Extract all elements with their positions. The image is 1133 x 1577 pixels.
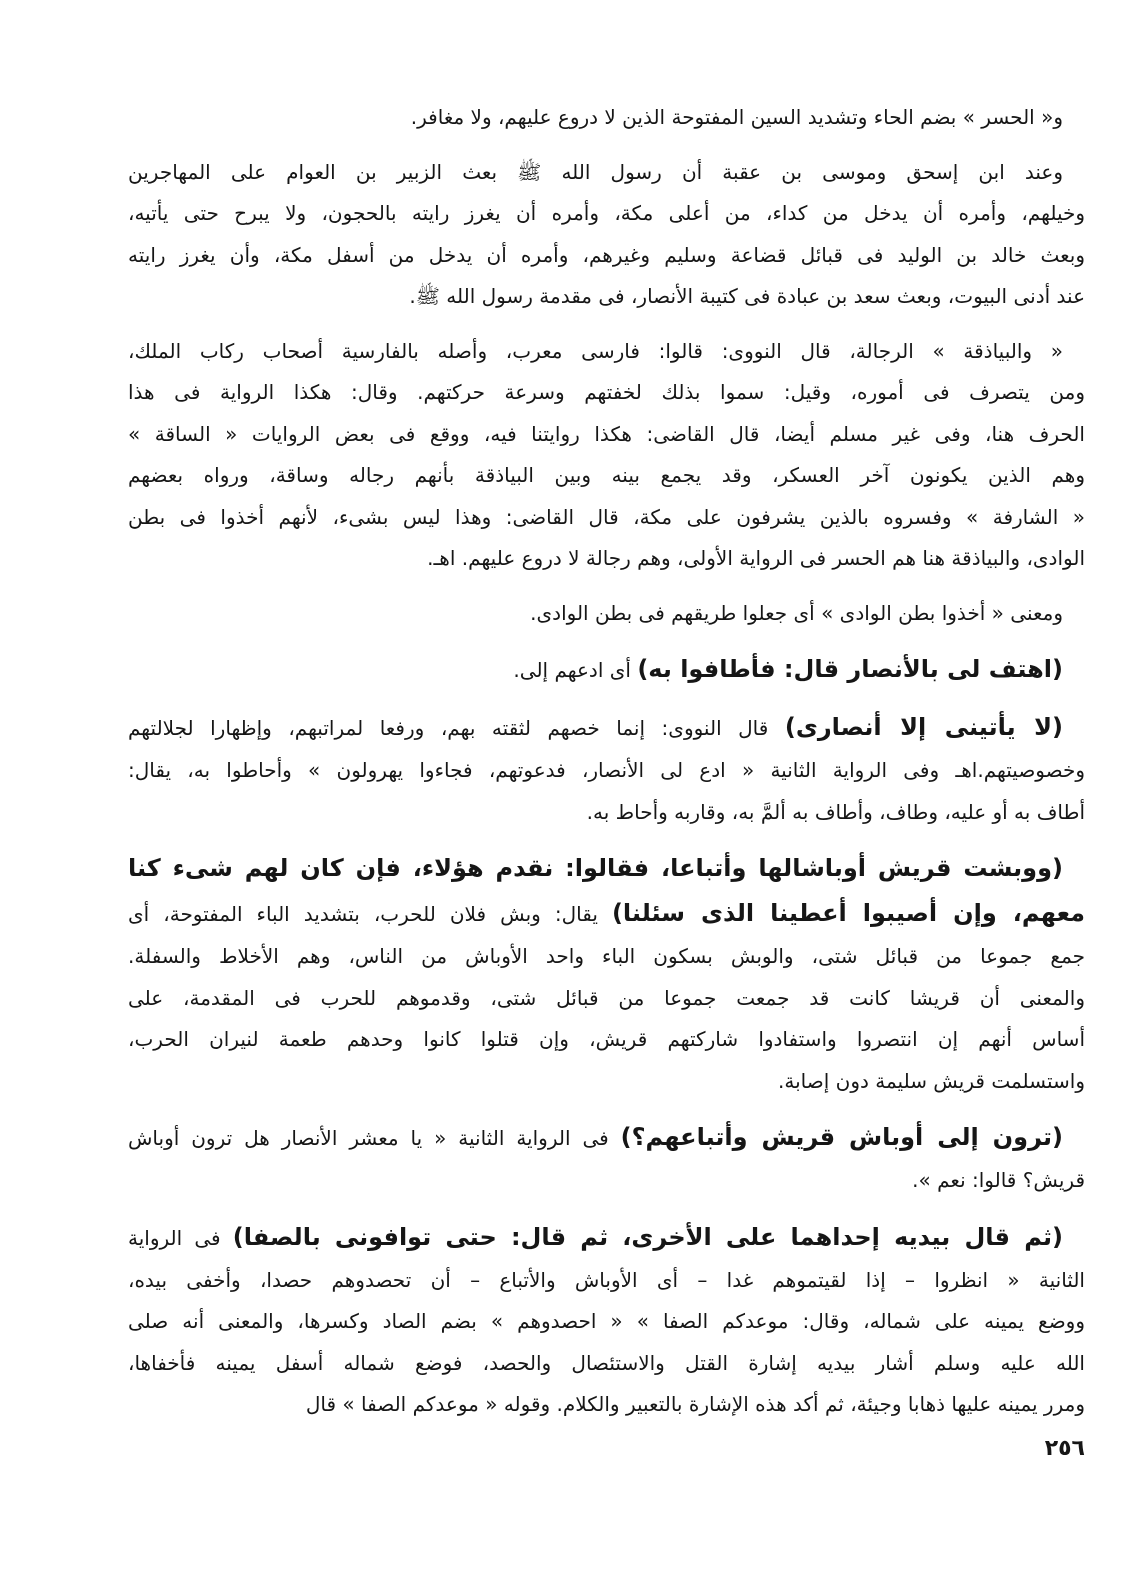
line-text: الحرف هنا، وفى غير مسلم أيضا، قال القاضى: هكذا روايتنا فيه، ووقع فى بعض الروايات « الساقة » xyxy=(128,421,1085,446)
text-line xyxy=(128,1384,1085,1426)
paragraph xyxy=(128,593,1085,635)
text-line xyxy=(128,792,1085,834)
text-line xyxy=(128,1215,1085,1260)
line-text: ومن يتصرف فى أموره، وقيل: سموا بذلك لخفتهم وسرعة حركتهم. وقال: هكذا الرواية فى هذا xyxy=(128,380,1085,404)
bold-quoted-text: (لا يأتينى إلا أنصارى) xyxy=(784,713,1063,741)
line-text: أساس أنهم إن انتصروا واستفادوا شاركتهم قريش، وإن قتلوا كانوا وحدهم طعمة لنيران الحرب، xyxy=(128,1027,1085,1051)
text-line xyxy=(128,235,1085,277)
line-text: الثانية « انظروا – إذا لقيتموهم غدا – أى الأوباش والأتباع – أن تحصدوهم حصدا، وأخفى بيده، xyxy=(128,1267,1085,1292)
line-text: وبعث خالد بن الوليد فى قبائل قضاعة وسليم وغيرهم، وأمره أن يدخل من أسفل مكة، وأن يغرز رايته xyxy=(128,242,1085,267)
line-text: قريش؟ قالوا: نعم ». xyxy=(912,1168,1085,1192)
line-text: ومعنى « أخذوا بطن الوادى » أى جعلوا طريقهم فى بطن الوادى. xyxy=(530,600,1063,625)
text-line xyxy=(128,705,1085,750)
line-text: يقال: وبش فلان للحرب، بتشديد الباء المفتوحة، أى xyxy=(128,902,612,926)
line-text: والمعنى أن قريشا كانت قد جمعت جموعا من قبائل شتى، وقدموهم للحرب فى المقدمة، على xyxy=(128,985,1085,1010)
line-text: فى الرواية xyxy=(128,1225,233,1250)
line-text: وعند ابن إسحق وموسى بن عقبة أن رسول الله ﷺ بعث الزبير بن العوام على المهاجرين xyxy=(128,159,1063,184)
bold-quoted-text: معهم، وإن أصيبوا أعطينا الذى سئلنا) xyxy=(611,899,1085,927)
line-text: ومرر يمينه عليها ذهابا وجيئة، ثم أكد هذه الإشارة بالتعبير والكلام. وقوله « موعدكم الصفا » قال xyxy=(305,1392,1085,1416)
line-text: « الشارفة » وفسروه بالذين يشرفون على مكة، قال القاضى: وهذا ليس بشىء، لأنهم أخذوا فى بطن xyxy=(128,504,1085,529)
text-line xyxy=(128,1160,1085,1202)
bold-quoted-text: (ترون إلى أوباش قريش وأتباعهم؟) xyxy=(620,1123,1063,1151)
text-line xyxy=(128,276,1085,318)
line-text: أطاف به أو عليه، وطاف، وأطاف به ألمَّ به، وقاربه وأحاط به. xyxy=(586,799,1085,824)
text-line xyxy=(128,455,1085,497)
line-text: فى الرواية الثانية « يا معشر الأنصار هل ترون أوباش xyxy=(128,1126,621,1150)
line-text: ووضع يمينه على شماله، وقال: موعدكم الصفا » « احصدوهم » بضم الصاد وكسرها، والمعنى أنه صلى xyxy=(128,1309,1085,1333)
page-text-body xyxy=(128,97,1085,1439)
paragraph xyxy=(128,647,1085,692)
line-text: أى ادعهم إلى. xyxy=(513,658,638,682)
text-line xyxy=(128,193,1085,235)
line-text: عند أدنى البيوت، وبعث سعد بن عبادة فى كتيبة الأنصار، فى مقدمة رسول الله ﷺ. xyxy=(409,284,1085,308)
line-text: و« الحسر » بضم الحاء وتشديد السين المفتوحة الذين لا دروع عليهم، ولا مغافر. xyxy=(410,105,1063,129)
text-line xyxy=(128,372,1085,414)
paragraph xyxy=(128,1215,1085,1426)
line-text: وهم الذين يكونون آخر العسكر، وقد يجمع بينه وبين البياذقة بأنهم رجاله وساقة، ورواه بعضهم xyxy=(128,463,1085,487)
text-line xyxy=(128,750,1085,792)
paragraph xyxy=(128,1115,1085,1202)
line-text: واستسلمت قريش سليمة دون إصابة. xyxy=(778,1068,1085,1093)
line-text: وخيلهم، وأمره أن يدخل من كداء، من أعلى مكة، وأمره أن يغرز رايته بالحجون، ولا يبرح حتى يأتيه، xyxy=(128,201,1085,225)
text-line xyxy=(128,593,1085,635)
paragraph xyxy=(128,846,1085,1102)
text-line xyxy=(128,497,1085,539)
text-line xyxy=(128,1301,1085,1343)
text-line xyxy=(128,331,1085,373)
text-line xyxy=(128,978,1085,1020)
line-text: الوادى، والبياذقة هنا هم الحسر فى الرواية الأولى، وهم رجالة لا دروع عليهم. اهـ. xyxy=(427,546,1085,570)
bold-quoted-text: (ثم قال بيديه إحداهما على الأخرى، ثم قال: حتى توافونى بالصفا) xyxy=(232,1222,1064,1251)
text-line xyxy=(128,414,1085,456)
text-line xyxy=(128,97,1085,139)
line-text: وخصوصيتهم.اهـ وفى الرواية الثانية « ادع لى الأنصار، فدعوتهم، فجاءوا يهرولون » وأحاطوا به، يقال: xyxy=(128,758,1085,782)
paragraph xyxy=(128,152,1085,318)
text-line xyxy=(128,1343,1085,1385)
text-line xyxy=(128,152,1085,194)
text-line xyxy=(128,647,1085,692)
line-text: قال النووى: إنما خصهم لثقته بهم، ورفعا لمراتبهم، وإظهارا لجلالتهم xyxy=(128,716,785,740)
text-line xyxy=(128,1061,1085,1103)
text-line xyxy=(128,891,1085,936)
text-line xyxy=(128,846,1085,891)
bold-quoted-text: (ووبشت قريش أوباشالها وأتباعا، فقالوا: نقدم هؤلاء، فإن كان لهم شىء كنا xyxy=(128,854,1063,882)
bold-quoted-text: (اهتف لى بالأنصار قال: فأطافوا به) xyxy=(637,655,1063,683)
paragraph xyxy=(128,705,1085,833)
line-text: الله عليه وسلم أشار بيديه إشارة القتل والاستئصال والحصد، فوضع شماله أسفل يمينه فأخفاها، xyxy=(128,1350,1085,1375)
paragraph xyxy=(128,97,1085,139)
line-text: « والبياذقة » الرجالة، قال النووى: قالوا: فارسى معرب، وأصله بالفارسية أصحاب ركاب الملك، xyxy=(128,338,1063,363)
text-line xyxy=(128,1019,1085,1061)
text-line xyxy=(128,1115,1085,1160)
text-line xyxy=(128,936,1085,978)
paragraph xyxy=(128,331,1085,580)
text-line xyxy=(128,538,1085,580)
page-number: ٢٥٦ xyxy=(1044,1436,1085,1461)
text-line xyxy=(128,1260,1085,1302)
line-text: جمع جموعا من قبائل شتى، والوبش بسكون الباء واحد الأوباش من الناس، وهم الأخلاط والسفلة. xyxy=(128,944,1085,968)
